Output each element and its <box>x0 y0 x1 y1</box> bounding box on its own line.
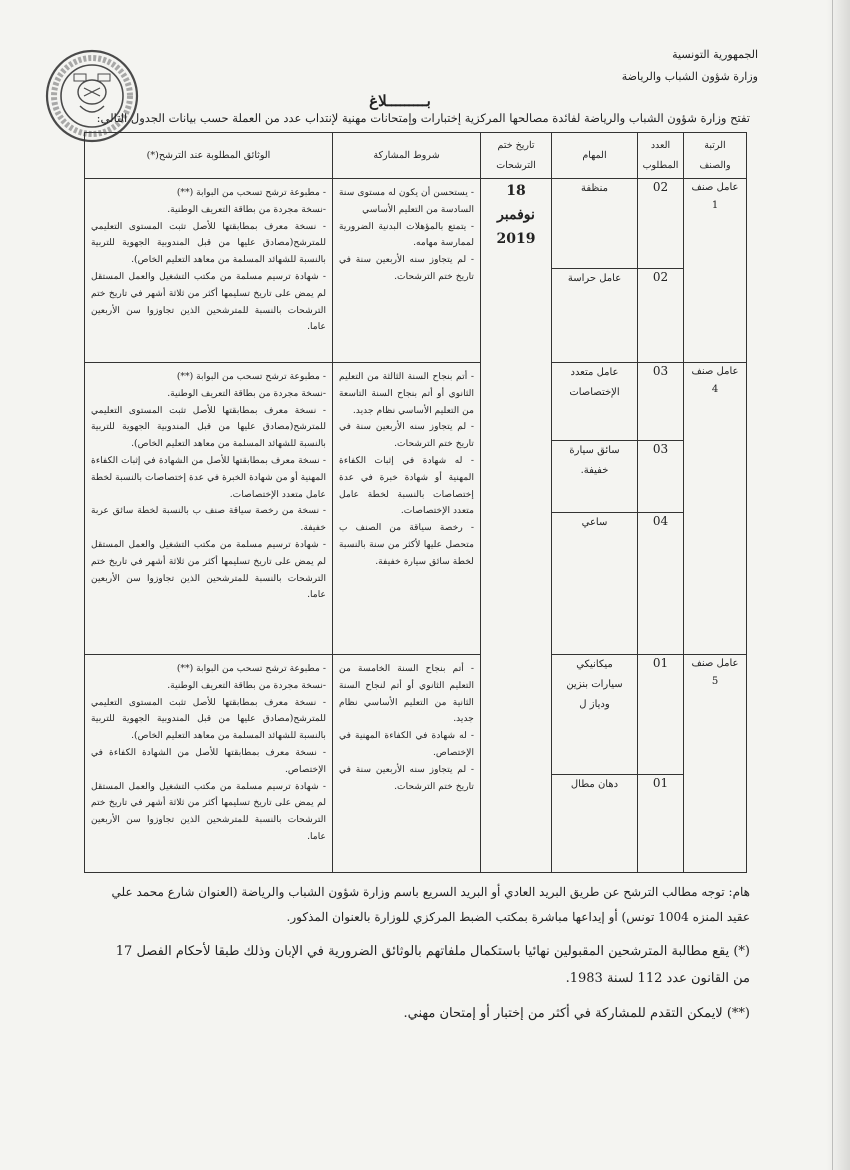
count-cell: 04 <box>638 513 684 655</box>
count-cell: 02 <box>638 179 684 269</box>
important-note: هام: توجه مطالب الترشح عن طريق البريد العادي أو البريد السريع باسم وزارة شؤون الشباب والرياضة (العنوان شارع محمد علي عقيد المنزه 1004 تونس) أو إيداعها مباشرة بمكتب الضبط المركزي للوزارة بالعنوان المذكور. <box>111 885 750 924</box>
official-stamp <box>44 48 140 144</box>
footnote-double-star: (**) لايمكن التقدم للمشاركة في أكثر من إختبار أو إمتحان مهني. <box>403 1006 750 1021</box>
deadline-year: 2019 <box>496 231 536 247</box>
conditions-cell: - يستحسن أن يكون له مستوى سنة السادسة من التعليم الأساسي - يتمتع بالمؤهلات البدنية الضرورية لممارسة مهامه. - لم يتجاوز سنه الأربعين سنة في تاريخ ختم الترشحات. <box>333 179 481 363</box>
table-row <box>85 655 747 775</box>
header-task: المهام <box>552 133 638 179</box>
count-cell: 01 <box>638 655 684 775</box>
deadline-month: نوفمبر <box>497 207 535 223</box>
conditions-cell: - أتم بنجاح السنة الخامسة من التعليم الثانوي أو أتم لنجاح السنة الثانية من التعليم الأساسي نظام جديد. - له شهادة في الكفاءة المهنية في الإختصاص. - لم يتجاوز سنه الأربعين سنة في تاريخ ختم الترشحات. <box>333 655 481 873</box>
announcement-title: بـــــــــلاغ <box>369 92 431 110</box>
conditions-cell: - أتم بنجاح السنة الثالثة من التعليم الثانوي أو أتم بنجاح السنة التاسعة من التعليم الأساسي نظام جديد. - لم يتجاوز سنه الأربعين سنة في تاريخ ختم الترشحات. - له شهادة في إثبات الكفاءة المهنية أو شهادة خبرة في عدة إختصاصات بالنسبة لخطة عامل متعدد الإختصاصات. - رخصة سياقة من الصنف ب متحصل عليها لأكثر من سنة بالنسبة لخطة سائق سيارة خفيفة. <box>333 363 481 655</box>
count-cell: 01 <box>638 775 684 873</box>
task-cell: دهان مطال <box>552 775 638 873</box>
header-conditions: شروط المشاركة <box>333 133 481 179</box>
table-row <box>85 363 747 441</box>
task-cell: ميكانيكي سيارات بنزين ودياز ل <box>552 655 638 775</box>
count-cell: 02 <box>638 269 684 363</box>
task-cell: عامل متعدد الإختصاصات <box>552 363 638 441</box>
rank-cell: عامل صنف 1 <box>684 179 747 363</box>
count-cell: 03 <box>638 363 684 441</box>
task-cell: سائق سيارة خفيفة. <box>552 441 638 513</box>
deadline-day: 18 <box>506 183 526 199</box>
task-cell: منظفة <box>552 179 638 269</box>
count-cell: 03 <box>638 441 684 513</box>
documents-cell: - مطبوعة ترشح تسحب من البوابة (**) -نسخة مجردة من بطاقة التعريف الوطنية. - نسخة معرف بمطابقتها للأصل تثبت المستوى التعليمي للمترشح(مصادق عليها من قبل المندوبية الجهوية للتربية بالنسبة للشهائد المسلمة من معاهد التعليم الخاص). - شهادة ترسيم مسلمة من مكتب التشغيل والعمل المستقل لم يمض على تاريخ تسليمها أكثر من ثلاثة أشهر في تاريخ ختم الترشحات بالنسبة للمترشحين الذين تجاوزوا سن الأربعين عاما. <box>85 179 333 363</box>
header-documents: الوثائق المطلوبة عند الترشح(*) <box>85 133 333 179</box>
rank-cell: عامل صنف 5 <box>684 655 747 873</box>
republic-name: الجمهورية التونسية <box>672 48 758 61</box>
header-deadline: تاريخ ختم الترشحات <box>481 133 552 179</box>
table-header-row <box>85 133 747 179</box>
documents-cell: - مطبوعة ترشح تسحب من البوابة (**) -نسخة مجردة من بطاقة التعريف الوطنية. - نسخة معرف بمطابقتها للأصل تثبت المستوى التعليمي للمترشح(مصادق عليها من قبل المندوبية الجهوية للتربية بالنسبة للشهائد المسلمة من معاهد التعليم الخاص). - نسخة معرف بمطابقتها للأصل من الشهادة الكفاءة في الإختصاص. - شهادة ترسيم مسلمة من مكتب التشغيل والعمل المستقل لم يمض على تاريخ تسليمها أكثر من ثلاثة أشهر في تاريخ ختم الترشحات بالنسبة للمترشحين الذين تجاوزوا سن الأربعين عاما. <box>85 655 333 873</box>
task-cell: ساعي <box>552 513 638 655</box>
rank-cell: عامل صنف 4 <box>684 363 747 655</box>
task-cell: عامل حراسة <box>552 269 638 363</box>
footnote-star: (*) يقع مطالبة المترشحين المقبولين نهائيا باستكمال ملفاتهم بالوثائق الضرورية في الإبان وذلك طبقا لأحكام الفصل 17 من القانون عدد 112 لسنة 1983. <box>115 944 750 986</box>
deadline-cell <box>481 179 552 873</box>
ministry-header <box>538 44 758 88</box>
intro-text: تفتح وزارة شؤون الشباب والرياضة لفائدة مصالحها المركزية إختبارات وإمتحانات مهنية لإنتداب عدد من العملة حسب بيانات الجدول التالي: <box>96 111 750 125</box>
recruitment-table <box>84 132 747 873</box>
table-row <box>85 179 747 269</box>
documents-cell: - مطبوعة ترشح تسحب من البوابة (**) -نسخة مجردة من بطاقة التعريف الوطنية. - نسخة معرف بمطابقتها للأصل تثبت المستوى التعليمي للمترشح(مصادق عليها من قبل المندوبية الجهوية للتربية بالنسبة للشهائد المسلمة من معاهد التعليم الخاص). - نسخة معرف بمطابقتها للأصل من الشهادة في إثبات الكفاءة المهنية أو من شهادة الخبرة في عدة إختصاصات بالنسبة لخطة عامل متعدد الإختصاصات. - نسخة من رخصة سياقة صنف ب بالنسبة لخطة سائق عربة خفيفة. - شهادة ترسيم مسلمة من مكتب التشغيل والعمل المستقل لم يمض على تاريخ تسليمها أكثر من ثلاثة أشهر في تاريخ ختم الترشحات بالنسبة للمترشحين الذين تجاوزوا سن الأربعين عاما. <box>85 363 333 655</box>
notes-section <box>100 880 750 1027</box>
page-edge-shadow <box>826 0 850 1170</box>
header-rank: الرتبة والصنف <box>684 133 747 179</box>
header-count: العدد المطلوب <box>638 133 684 179</box>
ministry-name: وزارة شؤون الشباب والرياضة <box>621 70 758 83</box>
